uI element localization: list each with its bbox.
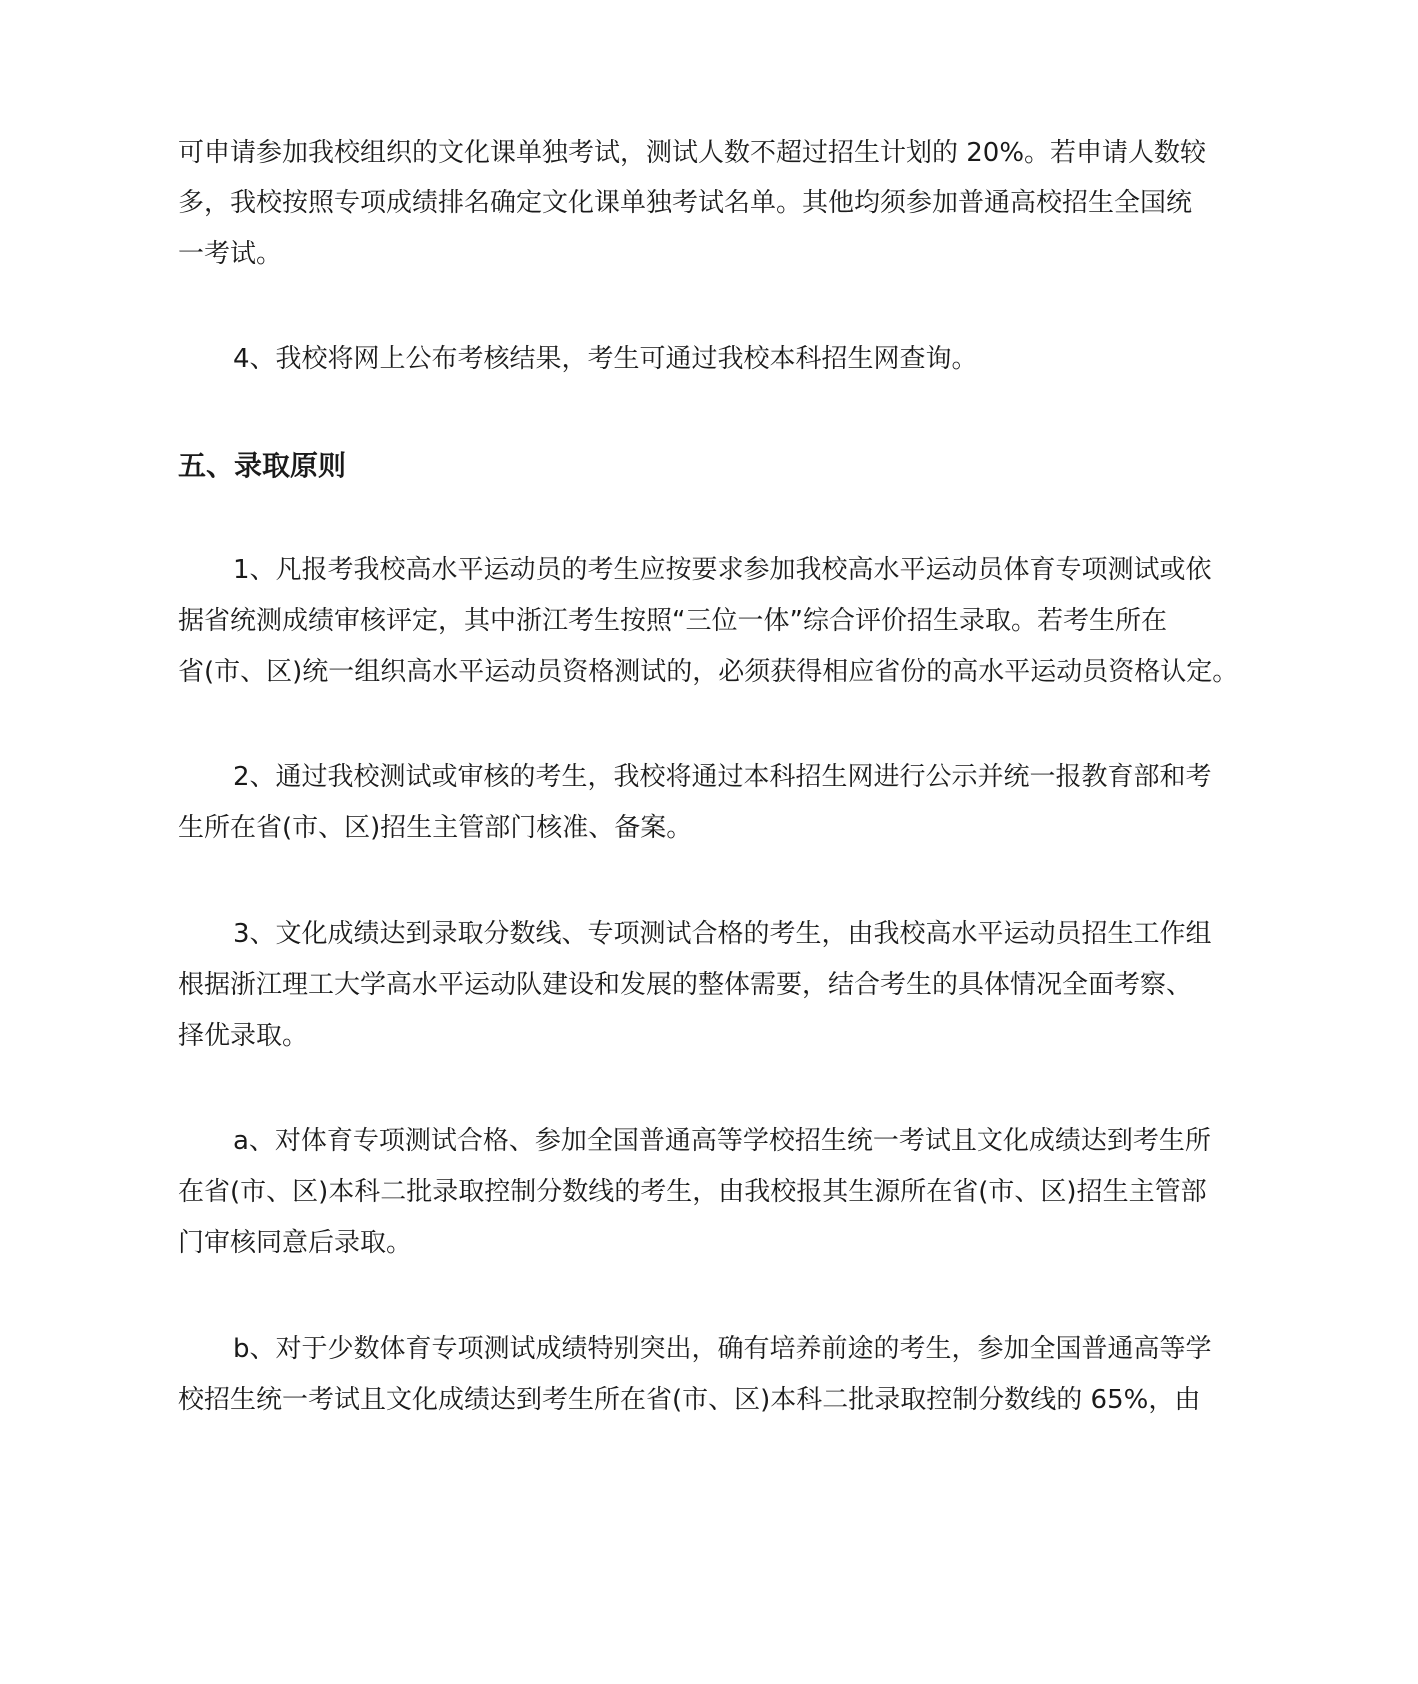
paragraph-a-line-2: 在省(市、区)本科二批录取控制分数线的考生，由我校报其生源所在省(市、区)招生主管部 (178, 1177, 1207, 1207)
paragraph-1-line-2: 据省统测成绩审核评定，其中浙江考生按照“三位一体”综合评价招生录取。若考生所在 (178, 606, 1167, 636)
paragraph-3-line-1: 3、文化成绩达到录取分数线、专项测试合格的考生，由我校高水平运动员招生工作组 (233, 919, 1212, 949)
continuation-line-3: 一考试。 (178, 239, 283, 269)
paragraph-a-line-3: 门审核同意后录取。 (178, 1228, 413, 1258)
paragraph-3-line-2: 根据浙江理工大学高水平运动队建设和发展的整体需要，结合考生的具体情况全面考察、 (178, 970, 1193, 1000)
paragraph-2-line-2: 生所在省(市、区)招生主管部门核准、备案。 (178, 813, 693, 843)
continuation-line-1: 可申请参加我校组织的文化课单独考试，测试人数不超过招生计划的 20%。若申请人数较 (178, 138, 1207, 168)
paragraph-a-line-1: a、对体育专项测试合格、参加全国普通高等学校招生统一考试且文化成绩达到考生所 (233, 1126, 1211, 1156)
paragraph-1-line-3: 省(市、区)统一组织高水平运动员资格测试的，必须获得相应省份的高水平运动员资格认定。 (178, 657, 1239, 687)
section-heading: 五、录取原则 (178, 449, 347, 482)
paragraph-b-line-1: b、对于少数体育专项测试成绩特别突出，确有培养前途的考生，参加全国普通高等学 (233, 1334, 1212, 1364)
paragraph-3-line-3: 择优录取。 (178, 1021, 309, 1051)
paragraph-b-line-2: 校招生统一考试且文化成绩达到考生所在省(市、区)本科二批录取控制分数线的 65%，由 (178, 1385, 1201, 1415)
paragraph-2-line-1: 2、通过我校测试或审核的考生，我校将通过本科招生网进行公示并统一报教育部和考 (233, 762, 1212, 792)
continuation-line-2: 多，我校按照专项成绩排名确定文化课单独考试名单。其他均须参加普通高校招生全国统 (178, 188, 1193, 218)
paragraph-1-line-1: 1、凡报考我校高水平运动员的考生应按要求参加我校高水平运动员体育专项测试或依 (233, 555, 1212, 585)
item-4-line-1: 4、我校将网上公布考核结果，考生可通过我校本科招生网查询。 (233, 344, 978, 374)
